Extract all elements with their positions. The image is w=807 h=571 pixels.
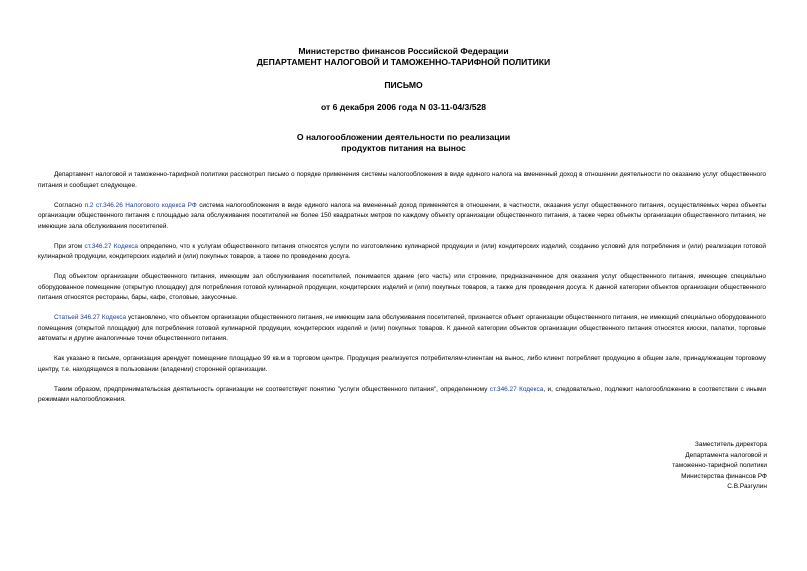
paragraph-2-pre: Согласно	[54, 201, 85, 209]
paragraph-6	[38, 354, 766, 375]
paragraph-2-post: система налогообложения в виде единого налога на вмененный доход применяется в отношении, в частности, оказания услуг общественного питания, осуществляемых через объекты организации общественного питания с площадью зала обслуживания посетителей не более 150 квадратных метров по каждому объекту организации общественного питания, а также через объекты организации общественного питания, не имеющие зала обслуживания посетителей.	[38, 201, 766, 230]
signature-position: Заместитель директора	[694, 441, 767, 448]
paragraph-5	[38, 313, 766, 345]
document-body	[38, 170, 766, 415]
paragraph-6-text: Как указано в письме, организация арендует помещение площадью 99 кв.м в торговом центре. Продукция реализуется потребителям-клиентам на вынос, либо клиент потребляет продукцию в общем зале, принадлежащем торговому центру, т.е. находящемся в пользовании (владении) сторонней организации.	[38, 355, 766, 373]
paragraph-4-text: Под объектом организации общественного питания, имеющим зал обслуживания посетителей, понимается здание (его часть) или строение, предназначенное для оказания услуг общественного питания, имеющее специально оборудованное помещение (открытую площадку) для потребления готовой кулинарной продукции, кондитерских изделий и (или) покупных товаров, а также для проведения досуга. К данной категории объектов организации общественного питания относятся рестораны, бары, кафе, столовые, закусочные.	[38, 273, 766, 301]
link-article-346-27-conclusion[interactable]: ст.346.27 Кодекса	[489, 385, 544, 393]
paragraph-1	[38, 170, 766, 191]
document-subject-line-2: продуктов питания на вынос	[341, 143, 466, 153]
signature-ministry: Министерства финансов РФ	[681, 472, 767, 480]
paragraph-1-text: Департамент налоговой и таможенно-тарифной политики рассмотрел письмо о порядке применения системы налогообложения в виде единого налога на вмененный доход в отношении деятельности по оказанию услуг общественного питания и сообщает следующее.	[38, 171, 766, 189]
paragraph-3-pre: При этом	[54, 242, 85, 250]
paragraph-2	[38, 201, 766, 233]
link-article-346-27[interactable]: ст.346.27 Кодекса	[84, 242, 139, 250]
link-article-346-26[interactable]: ст.346.26 Налогового кодекса РФ	[95, 201, 197, 209]
signature-department-cont: таможенно-тарифной политики	[672, 462, 767, 469]
paragraph-3-post: определено, что к услугам общественного питания относятся услуги по изготовлению кулинарной продукции и (или) кондитерских изделий, созданию условий для потребления и (или) реализации готовой кулинарной продукции, кондитерских изделий и (или) покупных товаров, а также по проведению досуга.	[38, 242, 767, 260]
ministry-title: Министерство финансов Российской Федерации	[298, 46, 509, 56]
document-type: ПИСЬМО	[384, 80, 423, 90]
paragraph-7-post: , и, следовательно, подлежит налогообложению в соответствии с иными режимами налогообложения.	[38, 385, 766, 403]
paragraph-5-post: установлено, что объектом организации общественного питания, не имеющим зала обслуживания посетителей, признается объект организации общественного питания, не имеющий специально оборудованного помещения (открытой площадки) для потребления готовой кулинарной продукции, кондитерских изделий и (или) покупных товаров. К данной категории объектов организации общественного питания относятся киоски, палатки, торговые автоматы и другие аналогичные точки общественного питания.	[38, 314, 767, 342]
paragraph-7-pre: Таким образом, предпринимательская деятельность организации не соответствует понятию "услуги общественного питания", определенному	[54, 385, 490, 393]
document-date-number: от 6 декабря 2006 года N 03-11-04/3/528	[320, 102, 487, 112]
department-title: ДЕПАРТАМЕНТ НАЛОГОВОЙ И ТАМОЖЕННО-ТАРИФНОЙ ПОЛИТИКИ	[256, 57, 551, 67]
link-article-346-27-statute[interactable]: Статьей 346.27 Кодекса	[54, 314, 127, 321]
link-p2-clause[interactable]: п.2	[84, 201, 94, 209]
paragraph-7	[38, 385, 766, 406]
signature-department: Департамента налоговой и	[685, 451, 767, 459]
paragraph-4	[38, 272, 766, 304]
document-subject-line-1: О налогообложении деятельности по реализации	[296, 132, 511, 142]
paragraph-3	[38, 242, 766, 263]
signature-name: С.В.Разгулин	[727, 483, 767, 490]
signature-block	[672, 440, 767, 493]
